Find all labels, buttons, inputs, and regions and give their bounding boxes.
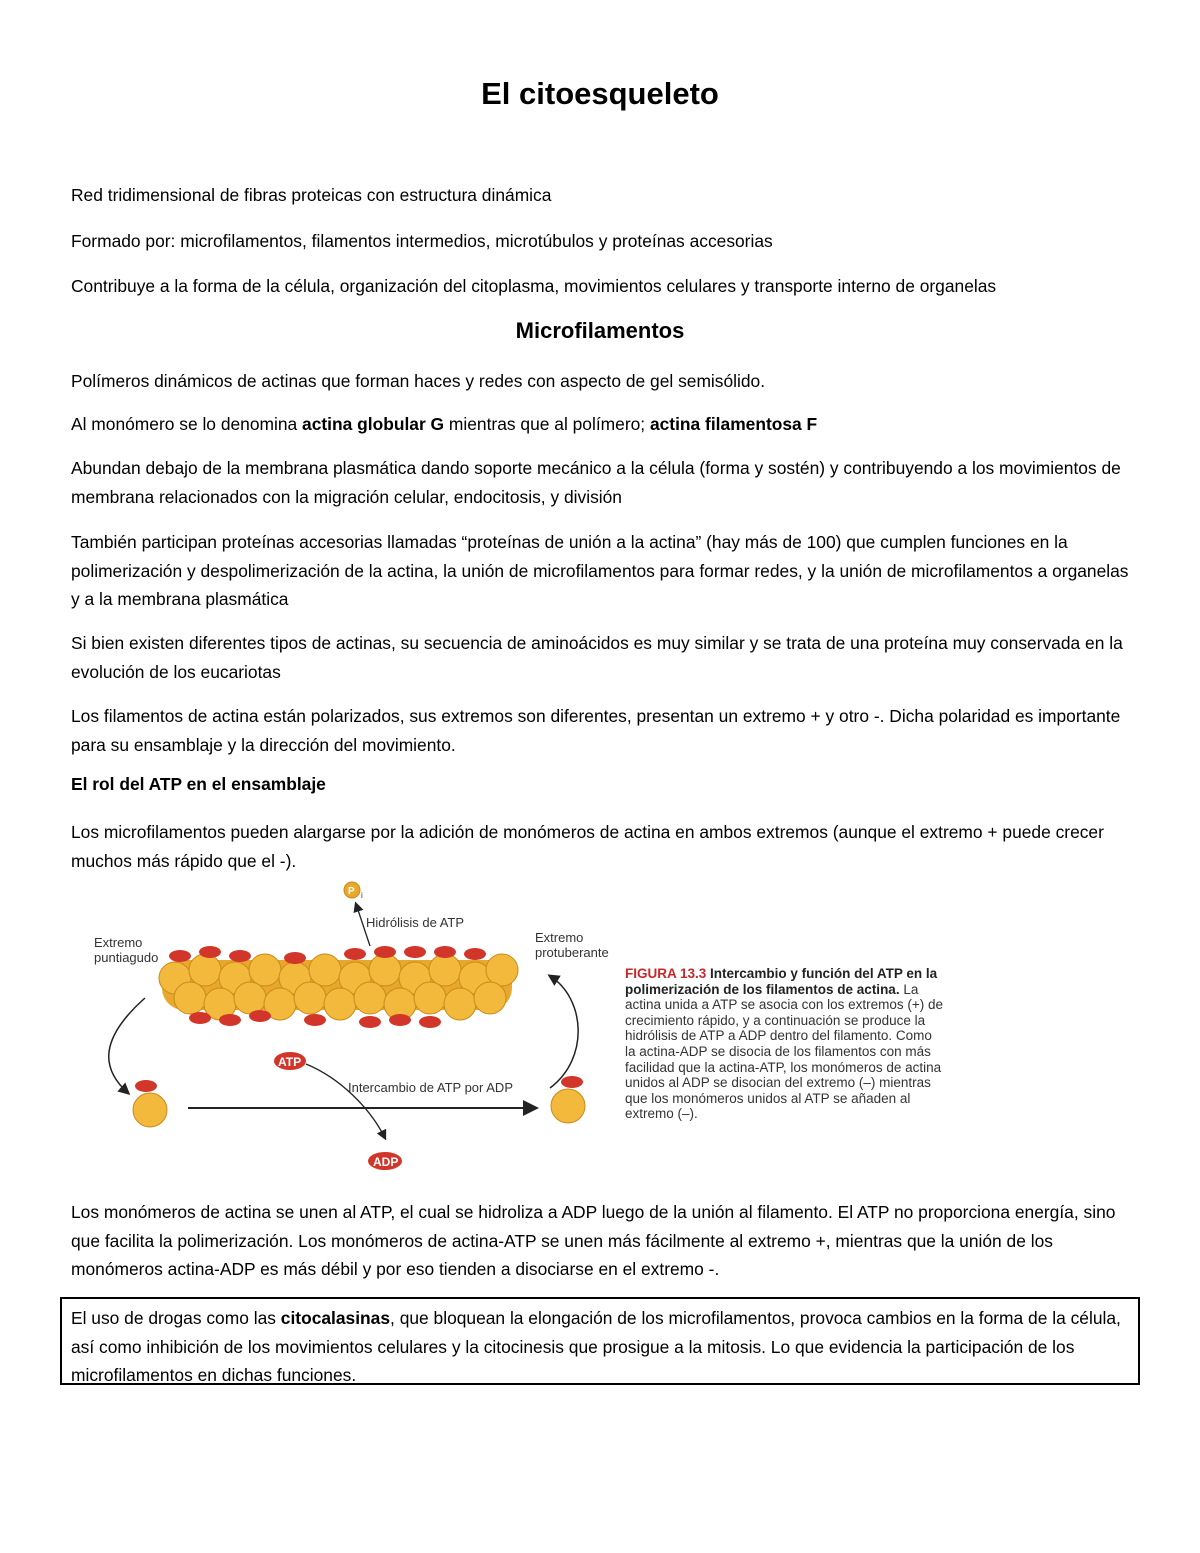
- figure-caption-title: Intercambio y función del ATP en la polimerización de los filamentos de actina.: [625, 966, 938, 997]
- intro-line-2: Formado por: microfilamentos, filamentos intermedios, microtúbulos y proteínas accesorias: [71, 231, 773, 251]
- box-text: El uso de drogas como las citocalasinas, que bloquean la elongación de los microfilamentos, provoca cambios en la forma de la célula, así como inhibición de los movimientos celulares y la citocinesis que prosigue a la mitosis. Lo que evidencia la participación de los microfilamentos en dichas funciones.: [71, 1308, 1121, 1386]
- paragraph-alargarse: Los microfilamentos pueden alargarse por la adición de monómeros de actina en ambos extremos (aunque el extremo + puede crecer muchos más rápido que el -).: [71, 822, 1104, 871]
- figure-caption: [625, 966, 945, 1122]
- paragraph-abundan: Abundan debajo de la membrana plasmática dando soporte mecánico a la célula (forma y sostén) y contribuyendo a los movimientos de membrana relacionados con la migración celular, endocitosis, y división: [71, 458, 1121, 507]
- section-title: Microfilamentos: [515, 318, 685, 343]
- citocalasinas-box: [60, 1297, 1140, 1385]
- intro-line-1: Red tridimensional de fibras proteicas con estructura dinámica: [71, 185, 552, 205]
- paragraph-proteinas-accesorias: También participan proteínas accesorias llamadas “proteínas de unión a la actina” (hay más de 100) que cumplen funciones en la polimerización y despolimerización de la actina, la unión de microfilamentos para formar redes, y la unión de microfilamentos a organelas y a la membrana plasmática: [71, 532, 1129, 610]
- paragraph-polimeros: Polímeros dinámicos de actinas que forman haces y redes con aspecto de gel semisólido.: [71, 371, 766, 391]
- dissociation-arrow: [109, 998, 145, 1093]
- paragraph-monomeros-atp: Los monómeros de actina se unen al ATP, el cual se hidroliza a ADP luego de la unión al filamento. El ATP no proporciona energía, sino que facilita la polimerización. Los monómeros de actina-ATP se unen más fácilmente al extremo +, mientras que la unión de los monómeros actina-ADP es más débil y por eso tienden a disociarse en el extremo -.: [71, 1202, 1116, 1280]
- term-citocalasinas: citocalasinas: [280, 1308, 391, 1328]
- pi-subscript: i: [361, 891, 363, 900]
- atp-in-arrow: [306, 1064, 385, 1138]
- paragraph-tipos-actinas: Si bien existen diferentes tipos de actinas, su secuencia de aminoácidos es muy similar y se trata de una proteína muy conservada en la evolución de los eucariotas: [71, 633, 1123, 682]
- right-end-label-2: protuberante: [535, 945, 609, 960]
- actin-atp-figure: [80, 878, 944, 1183]
- actin-filament: [159, 946, 518, 1028]
- actin-filament-diagram: [80, 878, 620, 1183]
- figure-number: FIGURA 13.3: [625, 966, 707, 981]
- left-end-label-2: puntiagudo: [94, 950, 159, 965]
- figure-caption-text: La actina unida a ATP se asocia con los extremos (+) de crecimiento rápido, y a continuación se produce la hidrólisis de ATP a ADP dentro del filamento. Como la actina-ADP se disocia de los filamentos con más facilidad que la actina-ATP, los monómeros de actina unidos al ADP se disocian del extremo (–) mientras que los monómeros unidos al ATP se añaden al extremo (–).: [625, 981, 944, 1122]
- page-title: El citoesqueleto: [481, 76, 719, 111]
- actin-adp-monomer: [133, 1080, 167, 1127]
- pi-label: P: [348, 886, 355, 897]
- term-actina-f: actina filamentosa F: [649, 414, 818, 434]
- association-arrow: [550, 976, 578, 1088]
- paragraph-polarizados: Los filamentos de actina están polarizados, sus extremos son diferentes, presentan un extremo + y otro -. Dicha polaridad es importante para su ensamblaje y la dirección del movimiento.: [71, 706, 1121, 755]
- exchange-label: Intercambio de ATP por ADP: [348, 1080, 513, 1095]
- paragraph-monomero: Al monómero se lo denomina actina globular G mientras que al polímero; actina filamentosa F: [71, 414, 818, 434]
- subheading-atp: El rol del ATP en el ensamblaje: [71, 774, 326, 794]
- left-end-label-1: Extremo: [94, 935, 143, 950]
- right-end-label-1: Extremo: [535, 930, 584, 945]
- term-actina-g: actina globular G: [302, 414, 445, 434]
- hydrolysis-label: Hidrólisis de ATP: [366, 915, 465, 930]
- adp-label: ADP: [373, 1155, 399, 1169]
- atp-label: ATP: [278, 1055, 302, 1069]
- intro-line-3: Contribuye a la forma de la célula, organización del citoplasma, movimientos celulares y transporte interno de organelas: [71, 276, 997, 296]
